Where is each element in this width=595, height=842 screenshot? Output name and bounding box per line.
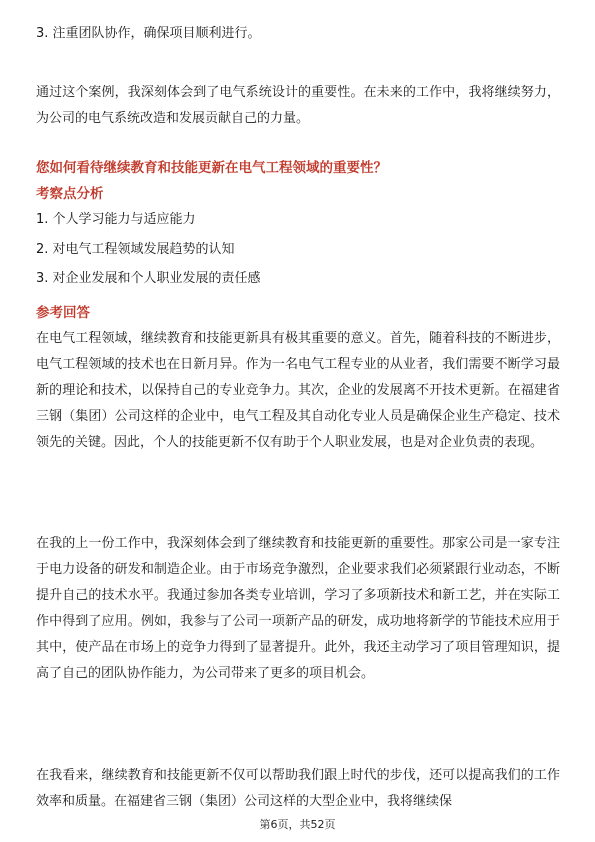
analysis-heading: 考察点分析 xyxy=(36,186,104,202)
page-number-footer: 第6页，共52页 xyxy=(259,818,336,831)
list-item: 3. 注重团队协作，确保项目顺利进行。 xyxy=(36,26,261,41)
analysis-point: 1. 个人学习能力与适应能力 xyxy=(36,212,196,227)
answer-paragraph: 在我的上一份工作中，我深刻体会到了继续教育和技能更新的重要性。那家公司是一家专注于电力设备的研发和制造企业。由于市场竞争激烈，企业要求我们必须紧跟行业动态，不断提升自己的技术水平。我通过参加各类专业培训，学习了多项新技术和新工艺，并在实际工作中得到了应用。例如，我参与了公司一项新产品的研发，成功地将新学的节能技术应用于其中，使产品在市场上的竞争力得到了显著提升。此外，我还主动学习了项目管理知识，提高了自己的团队协作能力，为公司带来了更多的项目机会。 xyxy=(36,536,560,681)
answer-heading: 参考回答 xyxy=(36,305,90,321)
question-title: 您如何看待继续教育和技能更新在电气工程领域的重要性？ xyxy=(36,160,387,176)
analysis-point: 2. 对电气工程领域发展趋势的认知 xyxy=(36,242,235,257)
conclusion-paragraph: 通过这个案例，我深刻体会到了电气系统设计的重要性。在未来的工作中，我将继续努力，为公司的电气系统改造和发展贡献自己的力量。 xyxy=(36,85,560,126)
answer-paragraph: 在电气工程领域，继续教育和技能更新具有极其重要的意义。首先，随着科技的不断进步，电气工程领域的技术也在日新月异。作为一名电气工程专业的从业者，我们需要不断学习最新的理论和技术，以保持自己的专业竞争力。其次，企业的发展离不开技术更新。在福建省三钢（集团）公司这样的企业中，电气工程及其自动化专业人员是确保企业生产稳定、技术领先的关键。因此，个人的技能更新不仅有助于个人职业发展，也是对企业负责的表现。 xyxy=(36,331,560,450)
analysis-point: 3. 对企业发展和个人职业发展的责任感 xyxy=(36,271,261,286)
answer-paragraph: 在我看来，继续教育和技能更新不仅可以帮助我们跟上时代的步伐，还可以提高我们的工作效率和质量。在福建省三钢（集团）公司这样的大型企业中，我将继续保 xyxy=(36,768,560,809)
